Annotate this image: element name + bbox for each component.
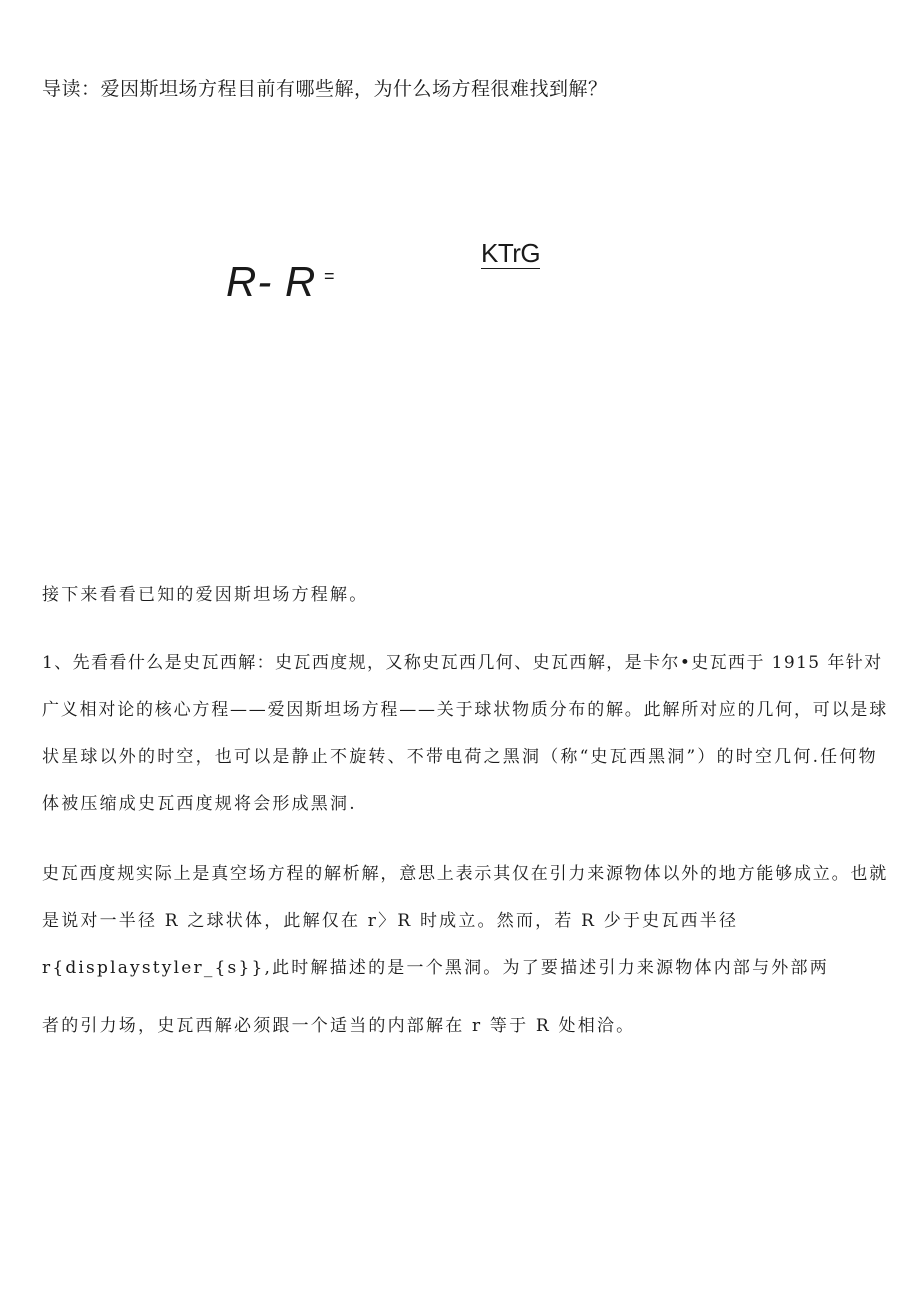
paragraph-2-line-1: 史瓦西度规实际上是真空场方程的解析解，意思上表示其仅在引力来源物体以外的地方能够成立。也就 (42, 864, 888, 884)
paragraph-1-line-3: 状星球以外的时空，也可以是静止不旋转、不带电荷之黑洞（称“史瓦西黑洞”）的时空几何.任何物 (42, 747, 878, 767)
paragraph-2-line-3: r{displaystyler_{s}},此时解描述的是一个黑洞。为了要描述引力来源物体内部与外部两 (42, 958, 829, 978)
paragraph-1-line-1: 1、先看看什么是史瓦西解：史瓦西度规，又称史瓦西几何、史瓦西解，是卡尔•史瓦西于 1915 年针对 (42, 653, 883, 673)
paragraph-next: 接下来看看已知的爱因斯坦场方程解。 (42, 585, 369, 605)
paragraph-2-line-4: 者的引力场，史瓦西解必须跟一个适当的内部解在 r 等于 R 处相洽。 (42, 1016, 636, 1036)
equation-right-side: KTrG (481, 238, 541, 268)
paragraph-2-line-2: 是说对一半径 R 之球状体，此解仅在 r〉R 时成立。然而，若 R 少于史瓦西半径 (42, 911, 739, 931)
equation-left-side: R- R (226, 258, 317, 305)
paragraph-1-line-4: 体被压缩成史瓦西度规将会形成黑洞. (42, 794, 357, 814)
paragraph-1-line-2: 广义相对论的核心方程——爱因斯坦场方程——关于球状物质分布的解。此解所对应的几何，可以是球 (42, 700, 888, 720)
equation-equals-sign: = (324, 266, 335, 286)
intro-line: 导读：爱因斯坦场方程目前有哪些解，为什么场方程很难找到解？ (42, 78, 608, 100)
